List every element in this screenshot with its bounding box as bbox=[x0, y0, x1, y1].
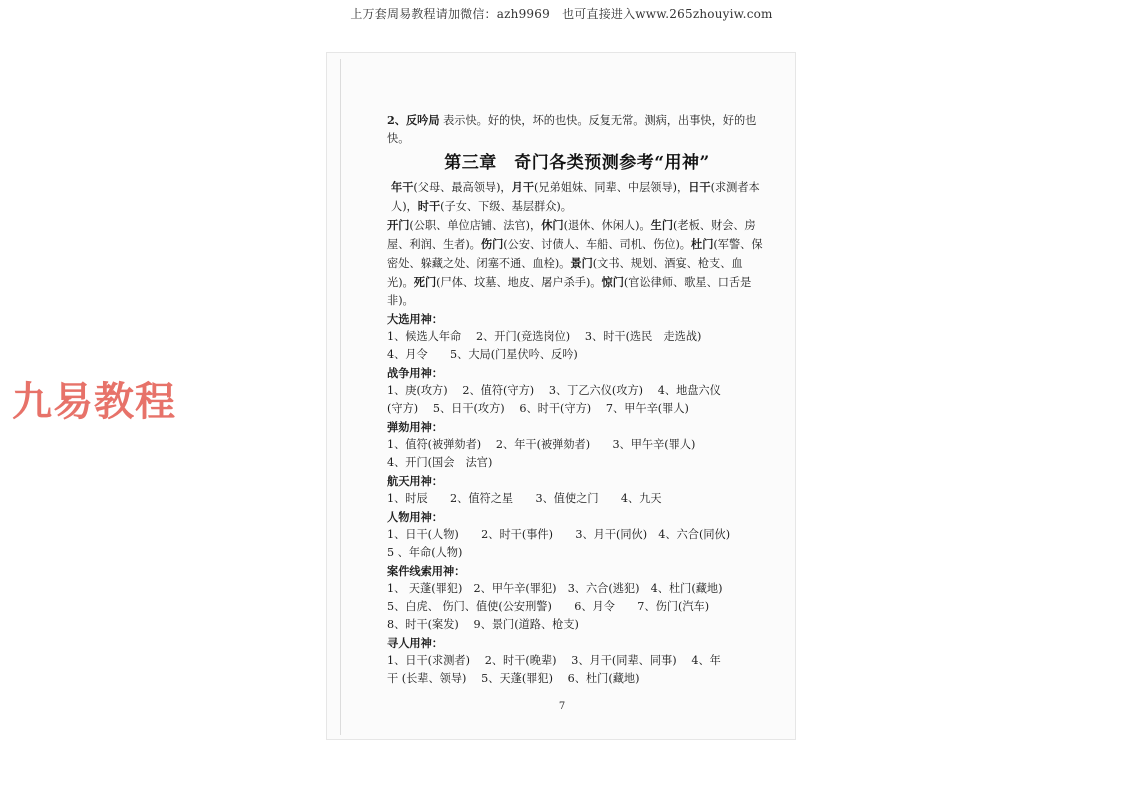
section-title: 航天用神： bbox=[387, 474, 443, 488]
section-line: 4、开门(国会 法官) bbox=[387, 456, 493, 469]
gan-label: 时干 bbox=[417, 199, 441, 213]
men-label: 休门 bbox=[541, 218, 564, 232]
section-line: 8、时干(案发) 9、景门(道路、枪支) bbox=[387, 618, 579, 631]
men-label: 杜门 bbox=[691, 237, 714, 251]
gan-label: 月干 bbox=[511, 180, 535, 194]
chapter-title: 第三章 奇门各类预测参考“用神” bbox=[444, 153, 710, 173]
section-title: 弹劾用神： bbox=[387, 420, 443, 434]
section-title: 大选用神： bbox=[387, 312, 443, 326]
men-paragraph bbox=[387, 216, 767, 310]
intro-paragraph bbox=[387, 111, 767, 148]
gan-text: (求测者本人)， bbox=[391, 181, 760, 213]
men-label: 生门 bbox=[650, 218, 674, 232]
section-line: 5 、年命(人物) bbox=[387, 546, 463, 559]
men-text: (尸体、坟墓、地皮、屠户杀手)。 bbox=[436, 276, 602, 289]
intro-text: 表示快。好的快，坏的也快。反复无常。测病，出事快，好的也快。 bbox=[387, 114, 757, 145]
section-line: 1、日干(人物) 2、时干(事件) 3、月干(同伙) 4、六合(同伙) bbox=[387, 528, 731, 541]
gan-text: (父母、最高领导)， bbox=[413, 181, 512, 194]
men-text: (退休、休闲人)。 bbox=[563, 219, 651, 232]
men-text: (文书、规划、酒宴、枪支、血光)。 bbox=[387, 257, 743, 289]
section-line: 1、庚(攻方) 2、值符(守方) 3、丁乙六仪(攻方) 4、地盘六仪 bbox=[387, 384, 721, 397]
section-line: 1、时辰 2、值符之星 3、值使之门 4、九天 bbox=[387, 492, 662, 505]
gan-text: (兄弟姐妹、同辈、中层领导)， bbox=[534, 181, 689, 194]
men-label: 死门 bbox=[413, 275, 437, 289]
men-label: 开门 bbox=[387, 218, 410, 232]
section-line: 1、日干(求测者) 2、时干(晚辈) 3、月干(同辈、同事) 4、年 bbox=[387, 654, 721, 667]
section-line: 4、月令 5、大局(门星伏吟、反吟) bbox=[387, 348, 578, 361]
section-line: 干 (长辈、领导) 5、天蓬(罪犯) 6、杜门(藏地) bbox=[387, 672, 640, 685]
section-line: 1、候选人年命 2、开门(竞选岗位) 3、时干(选民 走选战) bbox=[387, 330, 702, 343]
men-label: 伤门 bbox=[480, 237, 504, 251]
gan-paragraph bbox=[387, 178, 767, 216]
men-text: (老板、财会、房屋、利润、生者)。 bbox=[387, 219, 756, 251]
section-line: 5、白虎、 伤门、值使(公安刑警) 6、月令 7、伤门(汽车) bbox=[387, 600, 710, 613]
page-number: 7 bbox=[558, 701, 566, 712]
gan-label: 日干 bbox=[688, 180, 711, 194]
section-line: (守方) 5、日干(攻方) 6、时干(守方) 7、甲午辛(罪人) bbox=[387, 402, 689, 415]
page-fold-line bbox=[340, 59, 341, 735]
section-line: 1、 天蓬(罪犯) 2、甲午辛(罪犯) 3、六合(逃犯) 4、杜门(藏地) bbox=[387, 582, 723, 595]
section-title: 人物用神： bbox=[387, 510, 443, 524]
gan-text: (子女、下级、基层群众)。 bbox=[440, 200, 572, 213]
watermark-logo: 九易教程 bbox=[12, 379, 176, 425]
men-label: 景门 bbox=[570, 256, 593, 270]
top-banner: 上万套周易教程请加微信：azh9969 也可直接进入www.265zhouyiw.com bbox=[350, 7, 773, 21]
men-text: (官讼律师、歌星、口舌是非)。 bbox=[387, 276, 752, 307]
section-title: 案件线索用神： bbox=[387, 564, 466, 578]
section-line: 1、值符(被弹劾者) 2、年干(被弹劾者) 3、甲午辛(罪人) bbox=[387, 438, 696, 451]
men-text: (公职、单位店铺、法官)， bbox=[409, 219, 542, 232]
page-content bbox=[387, 111, 767, 688]
gan-label: 年干 bbox=[391, 180, 414, 194]
section-title: 战争用神： bbox=[387, 366, 443, 380]
men-text: (公安、讨债人、车船、司机、伤位)。 bbox=[503, 238, 691, 251]
section-title: 寻人用神： bbox=[387, 636, 443, 650]
document-page bbox=[326, 52, 796, 740]
men-text: (军警、保密处、躲藏之处、闭塞不通、血栓)。 bbox=[387, 238, 763, 270]
intro-label: 2、反吟局 bbox=[387, 113, 440, 127]
men-label: 惊门 bbox=[601, 275, 624, 289]
